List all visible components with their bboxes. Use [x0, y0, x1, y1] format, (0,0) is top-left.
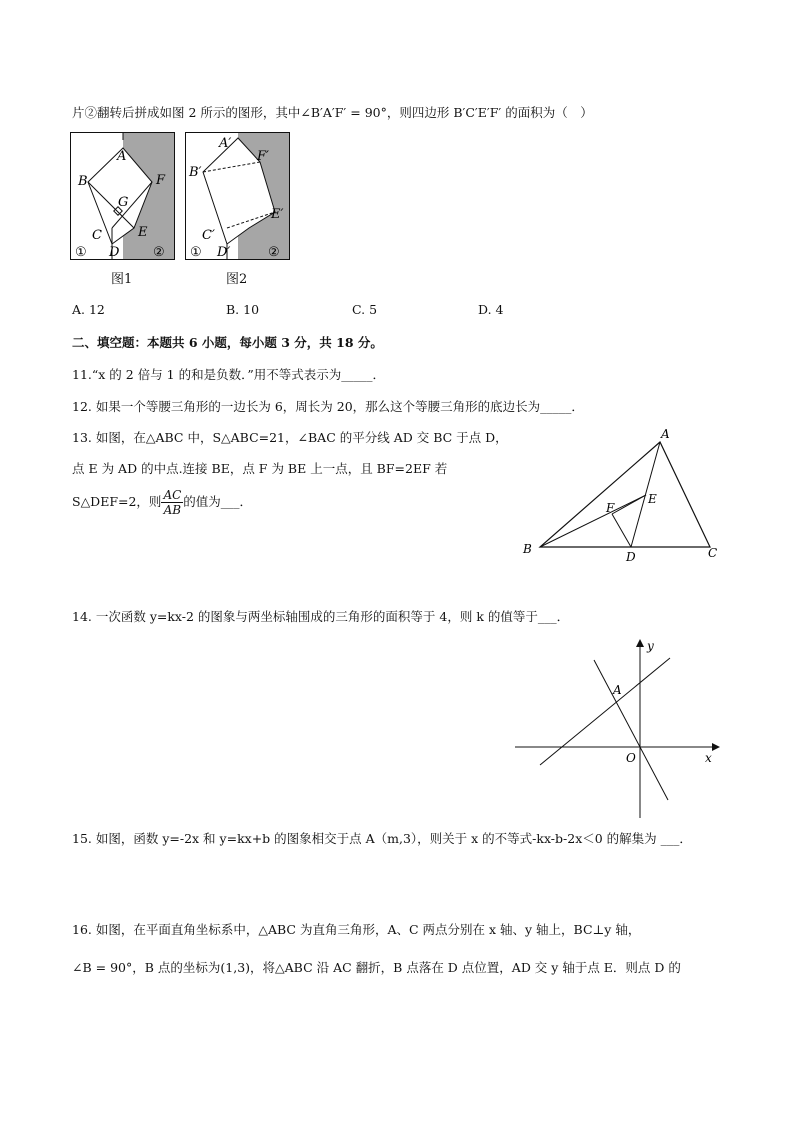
q13-label-d: D: [626, 550, 636, 564]
q10-stem: 片②翻转后拼成如图 2 所示的图形，其中∠B′A′F′ = 90°，则四边形 B′C′E′F′ 的面积为（ ）: [72, 105, 593, 120]
q15-text: 15. 如图，函数 y=-2x 和 y=kx+b 的图象相交于点 A（m,3），则关于 x 的不等式-kx-b-2x＜0 的解集为 ___．: [72, 831, 692, 846]
fig1-label-e: E: [138, 225, 148, 240]
q13-line-3-prefix: S△DEF=2，则: [72, 494, 162, 509]
coordinate-figure: [510, 630, 730, 822]
q13-label-b: B: [523, 542, 532, 556]
origin-label: O: [626, 751, 636, 765]
q13-label-e: E: [648, 492, 657, 506]
fig2-label-f: F′: [257, 149, 269, 164]
fig1-label-b: B: [78, 174, 88, 189]
q10-option-c[interactable]: C. 5: [352, 302, 378, 317]
q14-text: 14. 一次函数 y=kx-2 的图象与两坐标轴围成的三角形的面积等于 4，则 k 的值等于___．: [72, 609, 570, 624]
fig2-label-a: A′: [219, 136, 232, 151]
fig1-label-g: G: [118, 195, 129, 210]
fig2-label-d: D′: [217, 245, 231, 260]
fig1-label-d: D: [109, 245, 120, 260]
figure-2-caption: 图2: [226, 272, 248, 287]
q13-line-3: [72, 488, 252, 517]
q13-label-c: C: [708, 546, 718, 560]
q16-line-1: 16. 如图，在平面直角坐标系中，△ABC 为直角三角形，A、C 两点分别在 x 轴、y 轴上，BC⊥y 轴，: [72, 922, 641, 937]
q13-label-f: F: [606, 501, 615, 515]
fig2-piece-2: ②: [268, 245, 280, 260]
q13-line-3-suffix: 的值为___．: [183, 494, 253, 509]
q13-fraction-denominator: AB: [163, 503, 182, 517]
fig1-piece-1: ①: [75, 245, 87, 260]
q16-line-2: ∠B = 90°，B 点的坐标为(1,3)，将△ABC 沿 AC 翻折，B 点落在 D 点位置，AD 交 y 轴于点 E．则点 D 的: [72, 960, 681, 975]
fig1-label-f: F: [156, 173, 166, 188]
q13-label-a: A: [661, 427, 670, 441]
q13-fraction: [161, 488, 183, 517]
q10-option-d[interactable]: D. 4: [478, 302, 504, 317]
fig2-label-c: C′: [202, 228, 215, 243]
axis-label-y: y: [647, 639, 654, 653]
fig1-label-c: C: [92, 228, 102, 243]
figure-1-caption: 图1: [111, 272, 133, 287]
q13-fraction-numerator: AC: [163, 488, 182, 502]
q13-line-1: 13. 如图，在△ABC 中，S△ABC=21，∠BAC 的平分线 AD 交 BC 于点 D，: [72, 430, 508, 445]
fig2-piece-1: ①: [190, 245, 202, 260]
q13-line-2: 点 E 为 AD 的中点.连接 BE，点 F 为 BE 上一点，且 BF=2EF 若: [72, 461, 448, 476]
fig2-label-b: B′: [189, 165, 202, 180]
section-2-title: 二、填空题：本题共 6 小题，每小题 3 分，共 18 分。: [72, 335, 383, 350]
figure-2: [185, 132, 291, 262]
q10-option-b[interactable]: B. 10: [226, 302, 260, 317]
axis-label-x: x: [705, 751, 712, 765]
q12-text: 12. 如果一个等腰三角形的一边长为 6，周长为 20，那么这个等腰三角形的底边长为_____．: [72, 399, 584, 414]
q13-triangle-figure: [515, 425, 725, 570]
q10-option-a[interactable]: A. 12: [72, 302, 105, 317]
q11-text: 11.“x 的 2 倍与 1 的和是负数．”用不等式表示为_____．: [72, 367, 385, 382]
fig1-piece-2: ②: [153, 245, 165, 260]
fig2-label-e: E′: [271, 207, 284, 222]
figure-1: [70, 132, 176, 262]
point-a-label: A: [613, 683, 622, 697]
fig1-label-a: A: [117, 149, 127, 164]
